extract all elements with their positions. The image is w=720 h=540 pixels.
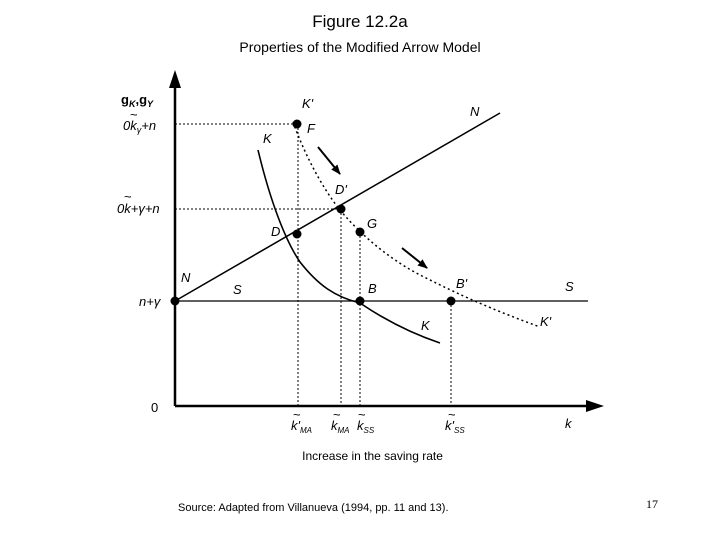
svg-text:0kγ+n: $0k_\gamma+n$: [123, 118, 157, 135]
svg-text:~: ~: [293, 407, 301, 422]
label-k-prime-bottom: K': [540, 314, 552, 329]
svg-text:~: ~: [130, 107, 138, 122]
label-g: G: [367, 216, 378, 231]
point-origin-ss: [171, 297, 180, 306]
label-f: F: [307, 121, 315, 136]
kk-curve: [258, 150, 440, 343]
svg-text:k'SS: $k'_{SS}$: [445, 418, 465, 435]
label-k-top: K: [263, 131, 272, 146]
figure-subtitle: Properties of the Modified Arrow Model: [239, 39, 481, 55]
svg-text:~: ~: [448, 407, 456, 422]
x-tick-k-ss: [357, 407, 375, 435]
y-tick-middle: [117, 189, 160, 216]
point-f: [293, 120, 302, 129]
point-b: [356, 297, 365, 306]
label-s-right: S: [565, 279, 574, 294]
direction-arrow-upper: [318, 147, 340, 174]
x-axis-arrow-icon: [586, 400, 604, 412]
svg-text:~: ~: [358, 407, 366, 422]
k-prime-curve: [293, 122, 540, 327]
x-axis-label: k: [565, 416, 572, 431]
label-n-left: N: [181, 270, 191, 285]
label-k-bottom: K: [421, 318, 430, 333]
svg-text:0k+γ+n: 0k+γ+n: [117, 201, 160, 216]
svg-text:~: ~: [333, 407, 341, 422]
label-k-prime-top: K': [302, 96, 314, 111]
label-d-prime: D': [335, 182, 347, 197]
point-d: [293, 230, 302, 239]
page-number: 17: [646, 497, 658, 511]
figure-title: Figure 12.2a: [312, 12, 408, 31]
x-tick-k-prime-ss: [445, 407, 465, 435]
origin-label: 0: [151, 400, 159, 415]
svg-text:~: ~: [124, 189, 132, 204]
svg-text:kSS: $k_{SS}$: [357, 418, 375, 435]
y-tick-upper: [123, 107, 156, 135]
y-tick-n-gamma: n+γ: [139, 294, 161, 309]
label-d: D: [271, 224, 281, 239]
x-tick-k-prime-ma: [291, 407, 312, 435]
svg-text:k'MA: $k'_{MA}$: [291, 418, 312, 435]
label-b-prime: B': [456, 276, 468, 291]
point-g: [356, 228, 365, 237]
label-b: B: [368, 281, 377, 296]
source-note: Source: Adapted from Villanueva (1994, pp. 11 and 13).: [178, 502, 449, 514]
diagram-caption: Increase in the saving rate: [302, 449, 443, 463]
y-axis-label: $g_K,g_Y$: [121, 92, 154, 109]
y-axis-arrow-icon: [169, 70, 181, 88]
point-b-prime: [447, 297, 456, 306]
svg-text:kMA: $k_{MA}$: [331, 418, 350, 435]
label-s-left: S: [233, 282, 242, 297]
point-d-prime: [337, 205, 346, 214]
x-tick-k-ma: [331, 407, 350, 435]
direction-arrow-lower: [402, 248, 427, 268]
label-n-top: N: [470, 104, 480, 119]
